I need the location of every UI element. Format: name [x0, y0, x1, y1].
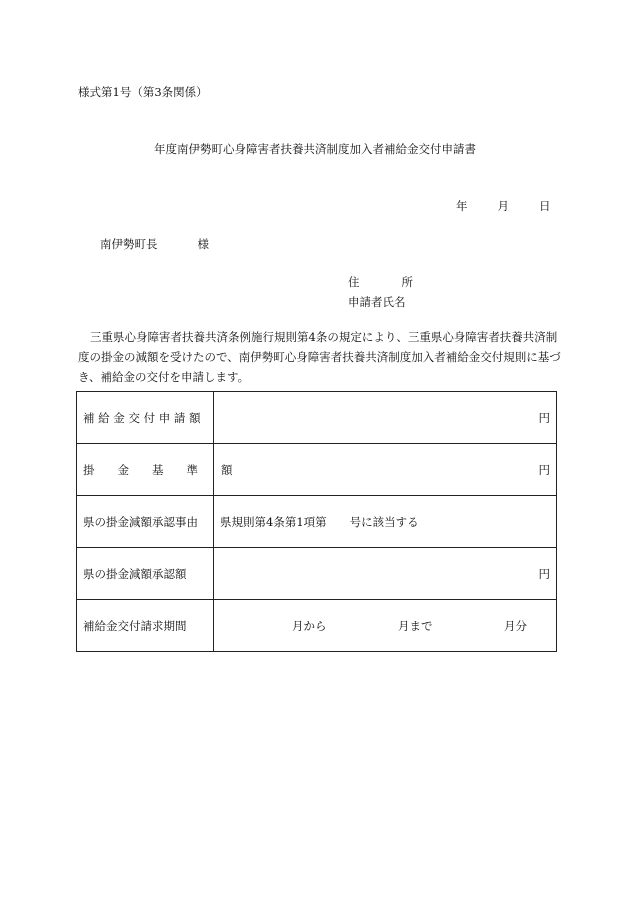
yen-unit: 円 — [538, 566, 550, 581]
addressee — [100, 236, 209, 252]
date-line — [456, 198, 551, 214]
reduction-reason-text: 県規則第4条第1項第 号に該当する — [220, 514, 419, 529]
applicant-name-label: 申請者氏名 — [348, 295, 406, 309]
table-row — [77, 444, 557, 496]
application-amount-cell — [214, 392, 557, 444]
table-row — [77, 392, 557, 444]
addressee-name: 南伊勢町長 — [100, 237, 158, 251]
table-row — [77, 496, 557, 548]
date-day: 日 — [539, 199, 551, 213]
date-year: 年 — [456, 199, 468, 213]
label-reduction-amount: 県の掛金減額承認額 — [77, 548, 214, 600]
yen-unit: 円 — [538, 462, 550, 477]
period-from: 月から — [292, 618, 327, 633]
period-months: 月分 — [504, 618, 527, 633]
reduction-reason-cell — [214, 496, 557, 548]
label-claim-period: 補給金交付請求期間 — [77, 600, 214, 652]
application-statement — [78, 327, 564, 387]
label-application-amount: 補 給 金 交 付 申 請 額 — [77, 392, 214, 444]
table-row — [77, 548, 557, 600]
application-table — [76, 391, 557, 652]
period-to: 月まで — [398, 618, 433, 633]
applicant-address-label: 住所 — [348, 275, 455, 289]
label-reduction-reason: 県の掛金減額承認事由 — [77, 496, 214, 548]
table-row — [77, 600, 557, 652]
standard-premium-cell — [214, 444, 557, 496]
reduction-amount-cell — [214, 548, 557, 600]
yen-unit: 円 — [538, 410, 550, 425]
claim-period-cell — [214, 600, 557, 652]
applicant-block — [348, 272, 455, 312]
document-title: 年度南伊勢町心身障害者扶養共済制度加入者補給金交付申請書 — [154, 142, 476, 156]
addressee-honorific: 様 — [197, 237, 209, 251]
label-standard-premium: 掛 金 基 準 額 — [77, 444, 214, 496]
date-month: 月 — [497, 199, 509, 213]
form-number: 様式第1号（第3条関係） — [78, 85, 208, 99]
statement-text: 三重県心身障害者扶養共済条例施行規則第4条の規定により、三重県心身障害者扶養共済制度の掛金の減額を受けたので、南伊勢町心身障害者扶養共済制度加入者補給金交付規則に基づき、補給金の交付を申請します。 — [78, 330, 561, 384]
